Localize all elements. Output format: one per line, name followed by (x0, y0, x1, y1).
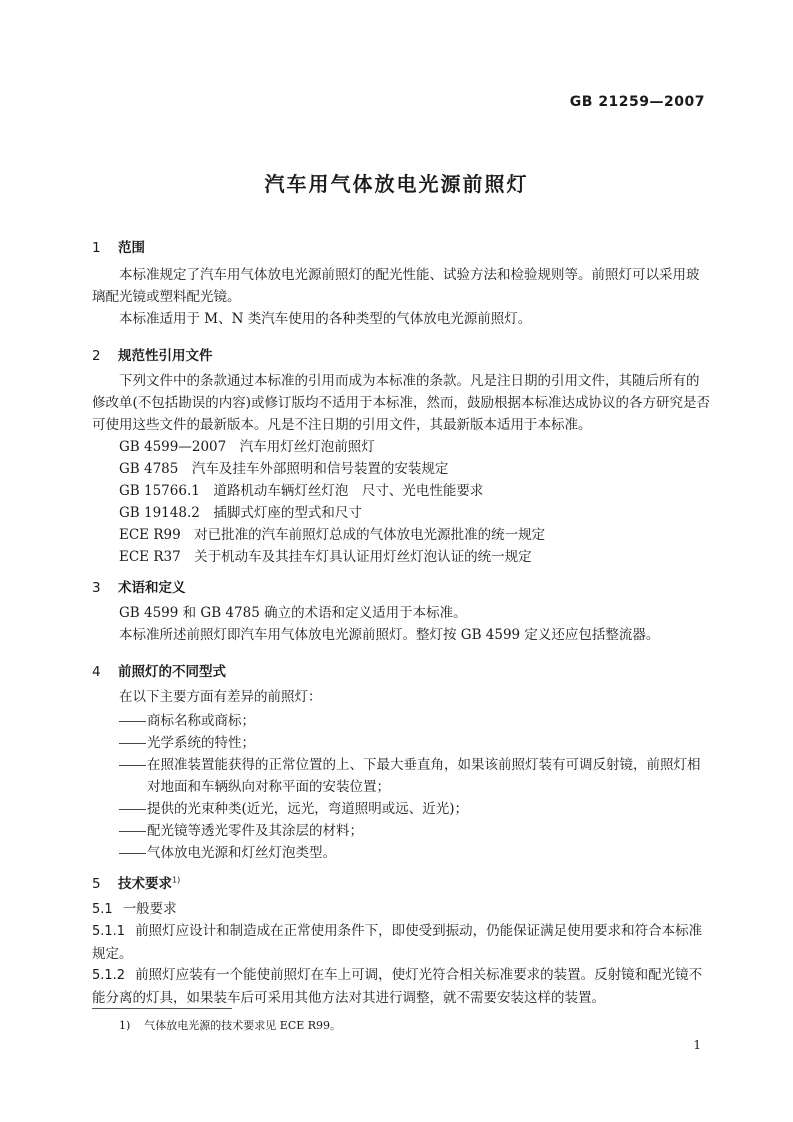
page-number: 1 (693, 1038, 701, 1052)
reference-item: GB 15766.1 道路机动车辆灯丝灯泡 尺寸、光电性能要求 (119, 483, 484, 499)
list-item: 商标名称或商标； (119, 710, 711, 732)
document-title: 汽车用气体放电光源前照灯 (264, 172, 529, 196)
section-heading-technical-requirements (92, 872, 180, 892)
section-heading-normative-references (92, 344, 213, 364)
section-heading-headlamp-types (92, 660, 226, 680)
section-number: 1 (92, 240, 101, 256)
footnote (119, 1018, 341, 1034)
scope-paragraph-1: 本标准规定了汽车用气体放电光源前照灯的配光性能、试验方法和检验规则等。前照灯可以采用玻璃配光镜或塑料配光镜。 (92, 267, 700, 305)
section-heading-scope (92, 236, 145, 256)
list-item: 配光镜等透光零件及其涂层的材料； (119, 820, 711, 842)
scope-paragraph-2: 本标准适用于 M、N 类汽车使用的各种类型的气体放电光源前照灯。 (119, 311, 532, 327)
footnote-text: 气体放电光源的技术要求见 ECE R99。 (144, 1019, 342, 1032)
section-title: 范围 (118, 240, 145, 256)
references-intro: 下列文件中的条款通过本标准的引用而成为本标准的条款。凡是注日期的引用文件，其随后所有的修改单(不包括勘误的内容)或修订版均不适用于本标准，然而，鼓励根据本标准达成协议的各方研究是否可使用这些文件的最新版本。凡是不注日期的引用文件，其最新版本适用于本标准。 (92, 373, 711, 433)
footnote-mark: 1) (119, 1019, 131, 1032)
footnote-divider (92, 1008, 232, 1009)
section-heading-terms (92, 576, 186, 596)
section-title: 术语和定义 (118, 580, 186, 596)
section-title: 规范性引用文件 (118, 348, 213, 364)
terms-paragraph-1: GB 4599 和 GB 4785 确立的术语和定义适用于本标准。 (119, 605, 467, 621)
reference-item: ECE R37 关于机动车及其挂车灯具认证用灯丝灯泡认证的统一规定 (119, 549, 532, 565)
reference-item: GB 4785 汽车及挂车外部照明和信号装置的安装规定 (119, 461, 449, 477)
clause-5-1-1: 5.1.1 前照灯应设计和制造成在正常使用条件下，即使受到振动，仍能保证满足使用要求和符合本标准规定。 (92, 923, 703, 962)
list-item: 提供的光束种类(近光，远光，弯道照明或远、近光)； (119, 798, 711, 820)
section-number: 4 (92, 664, 101, 680)
list-item: 在照准装置能获得的正常位置的上、下最大垂直角，如果该前照灯装有可调反射镜，前照灯相 对地面和车辆纵向对称平面的安装位置； (119, 754, 711, 798)
section-title: 技术要求 (118, 876, 172, 892)
standard-code: GB 21259—2007 (569, 94, 705, 110)
section-number: 2 (92, 348, 101, 364)
reference-item: GB 19148.2 插脚式灯座的型式和尺寸 (119, 505, 362, 521)
section-number: 5 (92, 876, 101, 892)
clause-5-1: 5.1 一般要求 (92, 901, 177, 917)
section-number: 3 (92, 580, 101, 596)
types-intro: 在以下主要方面有差异的前照灯： (119, 689, 322, 705)
reference-item: ECE R99 对已批准的汽车前照灯总成的气体放电光源批准的统一规定 (119, 527, 546, 543)
reference-item: GB 4599—2007 汽车用灯丝灯泡前照灯 (119, 439, 375, 455)
section-title: 前照灯的不同型式 (118, 664, 226, 680)
clause-5-1-2: 5.1.2 前照灯应装有一个能使前照灯在车上可调，使灯光符合相关标准要求的装置。反射镜和配光镜不能分离的灯具，如果装车后可采用其他方法对其进行调整，就不需要安装这样的装置。 (92, 967, 703, 1006)
list-item: 光学系统的特性； (119, 732, 711, 754)
footnote-reference: 1) (172, 875, 181, 885)
terms-paragraph-2: 本标准所述前照灯即汽车用气体放电光源前照灯。整灯按 GB 4599 定义还应包括整流器。 (119, 627, 660, 643)
list-item: 气体放电光源和灯丝灯泡类型。 (119, 842, 711, 864)
